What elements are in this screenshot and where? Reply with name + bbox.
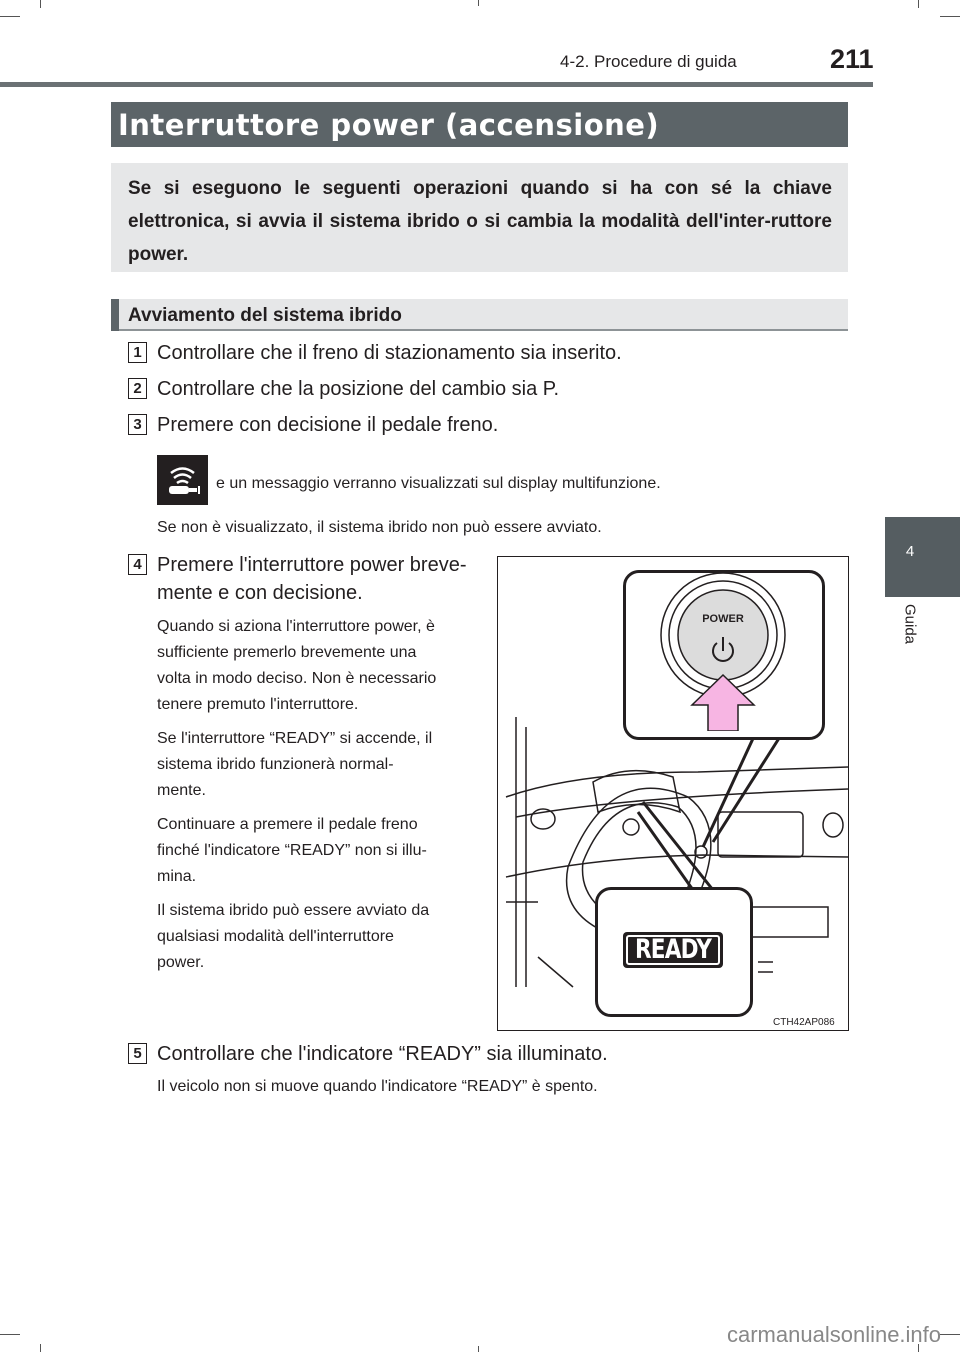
step-number: 4 [128, 554, 147, 575]
intro-text: Se si eseguono le seguenti operazioni quando si ha con sé la chiave elettronica, si avvia il sistema ibrido o si cambia la modalità dell'inter-ruttore power. [128, 178, 832, 265]
paragraph-line: tenere premuto l'interruttore. [157, 696, 359, 713]
ready-callout [595, 887, 753, 1017]
paragraph-line: mina. [157, 868, 197, 885]
paragraph-line: power. [157, 954, 205, 971]
hybrid-system-start-icon [157, 455, 208, 505]
step-number: 3 [128, 414, 147, 435]
step-note: Il veicolo non si muove quando l'indicatore “READY” è spento. [157, 1078, 598, 1095]
paragraph-line: Se l'interruttore “READY” si accende, il [157, 730, 433, 747]
crop-mark [478, 1346, 479, 1352]
subheading-marker [111, 299, 119, 331]
crop-mark [940, 16, 960, 17]
step-text: Controllare che l'indicatore “READY” sia illuminato. [157, 1043, 608, 1065]
paragraph-line: sufficiente premerlo brevemente una [157, 644, 417, 661]
crop-mark [918, 0, 919, 8]
subheading: Avviamento del sistema ibrido [128, 305, 402, 326]
figure-code: CTH42AP086 [773, 1017, 835, 1028]
crop-mark [0, 1334, 20, 1335]
step-number: 5 [128, 1043, 147, 1064]
paragraph-line: volta in modo deciso. Non è necessario [157, 670, 437, 687]
step-note: Se non è visualizzato, il sistema ibrido non può essere avviato. [157, 519, 602, 536]
crop-mark [40, 1344, 41, 1352]
step4-paragraph [157, 726, 479, 804]
step-text: Controllare che la posizione del cambio sia P. [157, 378, 560, 400]
page-number: 211 [830, 44, 874, 74]
step-text: Controllare che il freno di stazionamento sia inserito. [157, 342, 622, 364]
ready-label: READY [634, 934, 712, 965]
paragraph-line: qualsiasi modalità dell'interruttore [157, 928, 394, 945]
chapter-label: Guida [901, 604, 919, 645]
paragraph-line: Continuare a premere il pedale freno [157, 816, 418, 833]
step-number: 1 [128, 342, 147, 363]
crop-mark [478, 0, 479, 6]
ready-indicator [623, 932, 723, 968]
power-callout [623, 570, 825, 740]
crop-mark [0, 16, 20, 17]
power-label: POWER [702, 613, 744, 625]
paragraph-line: Quando si aziona l'interruttore power, è [157, 618, 435, 635]
page-title: Interruttore power (accensione) [118, 108, 660, 142]
power-switch-illustration [497, 556, 849, 1031]
section-title: 4-2. Procedure di guida [560, 52, 737, 71]
paragraph-line: Il sistema ibrido può essere avviato da [157, 902, 430, 919]
step4-paragraph [157, 812, 479, 890]
icon-note: e un messaggio verranno visualizzati sul display multifunzione. [216, 475, 661, 492]
step4-paragraph [157, 614, 479, 718]
crop-mark [40, 0, 41, 8]
paragraph-line: sistema ibrido funzionerà normal- [157, 756, 394, 773]
header-rule [0, 82, 873, 87]
step4-paragraph [157, 898, 479, 976]
crop-mark [940, 1334, 960, 1335]
chapter-number: 4 [905, 543, 915, 560]
footer-watermark[interactable]: carmanualsonline.info [727, 1322, 942, 1347]
step-text: Premere con decisione il pedale freno. [157, 414, 499, 436]
paragraph-line: finché l'indicatore “READY” non si illu- [157, 842, 427, 859]
step-text: Premere l'interruttore power breve- [157, 554, 467, 576]
paragraph-line: mente. [157, 782, 206, 799]
step-number: 2 [128, 378, 147, 399]
power-button-drawing [626, 573, 816, 731]
step-text: mente e con decisione. [157, 582, 363, 604]
